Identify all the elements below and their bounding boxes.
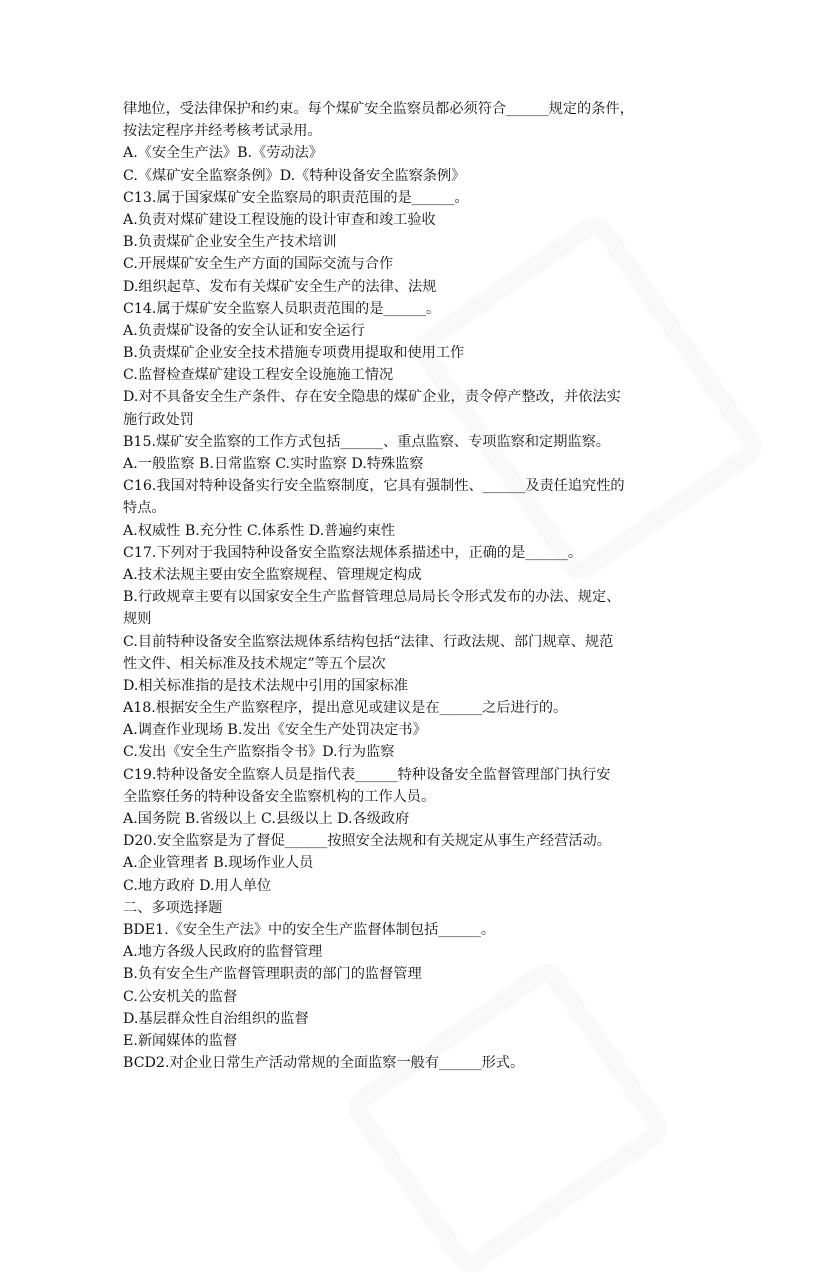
option-line: D.对不具备安全生产条件、存在安全隐患的煤矿企业，责令停产整改，并依法实 bbox=[123, 389, 621, 406]
option-line: A.负责对煤矿建设工程设施的设计审查和竣工验收 bbox=[123, 211, 436, 228]
question-line: A18.根据安全生产监察程序，提出意见或建议是在______之后进行的。 bbox=[123, 700, 568, 717]
question-line: B15.煤矿安全监察的工作方式包括______、重点监察、专项监察和定期监察。 bbox=[123, 433, 610, 450]
document-body bbox=[123, 98, 713, 1074]
question-line: C17.下列对于我国特种设备安全监察法规体系描述中，正确的是______。 bbox=[123, 544, 583, 561]
option-line: A.国务院 B.省级以上 C.县级以上 D.各级政府 bbox=[123, 811, 410, 827]
question-line: D20.安全监察是为了督促______按照安全法规和有关规定从事生产经营活动。 bbox=[123, 833, 611, 850]
option-line: E.新闻媒体的监督 bbox=[123, 1032, 238, 1049]
option-line: C.开展煤矿安全生产方面的国际交流与合作 bbox=[123, 256, 394, 273]
text-line: C.《煤矿安全监察条例》D.《特种设备安全监察条例》 bbox=[123, 167, 466, 184]
text-line: A.《安全生产法》B.《劳动法》 bbox=[123, 145, 323, 162]
option-line: A.一般监察 B.日常监察 C.实时监察 D.特殊监察 bbox=[123, 456, 424, 472]
option-line: A.企业管理者 B.现场作业人员 bbox=[123, 855, 314, 872]
option-line: 规则 bbox=[123, 611, 152, 628]
option-line: C.地方政府 D.用人单位 bbox=[123, 877, 272, 894]
option-line: C.目前特种设备安全监察法规体系结构包括“法律、行政法规、部门规章、规范 bbox=[123, 633, 614, 650]
option-line: A.技术法规主要由安全监察规程、管理规定构成 bbox=[123, 566, 422, 583]
question-line: 特点。 bbox=[123, 500, 166, 517]
option-line: B.负责煤矿企业安全技术措施专项费用提取和使用工作 bbox=[123, 345, 465, 362]
section-heading: 二、多项选择题 bbox=[123, 899, 223, 916]
option-line: C.公安机关的监督 bbox=[123, 988, 238, 1005]
option-line: A.权威性 B.充分性 C.体系性 D.普遍约束性 bbox=[123, 522, 396, 539]
option-line: D.相关标准指的是技术法规中引用的国家标准 bbox=[123, 677, 408, 694]
option-line: A.地方各级人民政府的监督管理 bbox=[123, 944, 323, 961]
option-line: D.组织起草、发布有关煤矿安全生产的法律、法规 bbox=[123, 278, 437, 295]
question-line: C19.特种设备安全监察人员是指代表______特种设备安全监督管理部门执行安 bbox=[123, 766, 611, 783]
question-line: C13.属于国家煤矿安全监察局的职责范围的是______。 bbox=[123, 189, 469, 206]
question-line: BDE1.《安全生产法》中的安全生产监督体制包括______。 bbox=[123, 921, 496, 938]
text-line: 按法定程序并经考核考试录用。 bbox=[123, 123, 322, 140]
option-line: C.监督检查煤矿建设工程安全设施施工情况 bbox=[123, 367, 394, 384]
option-line: B.负有安全生产监督管理职责的部门的监督管理 bbox=[123, 966, 422, 983]
question-line: 全监察任务的特种设备安全监察机构的工作人员。 bbox=[123, 788, 436, 805]
question-line: C14.属于煤矿安全监察人员职责范围的是______。 bbox=[123, 300, 441, 317]
option-line: A.负责煤矿设备的安全认证和安全运行 bbox=[123, 322, 365, 339]
option-line: D.基层群众性自治组织的监督 bbox=[123, 1010, 309, 1027]
option-line: A.调查作业现场 B.发出《安全生产处罚决定书》 bbox=[123, 722, 427, 739]
option-line: C.发出《安全生产监察指令书》D.行为监察 bbox=[123, 744, 395, 761]
option-line: 施行政处罚 bbox=[123, 411, 194, 428]
text-line: 律地位，受法律保护和约束。每个煤矿安全监察员都必须符合______规定的条件， bbox=[123, 101, 634, 117]
question-line: BCD2.对企业日常生产活动常规的全面监察一般有______形式。 bbox=[123, 1055, 525, 1072]
option-line: 性文件、相关标准及技术规定”等五个层次 bbox=[123, 655, 386, 672]
question-line: C16.我国对特种设备实行安全监察制度，它具有强制性、______及责任追究性的 bbox=[123, 478, 625, 495]
option-line: B.负责煤矿企业安全生产技术培训 bbox=[123, 234, 337, 251]
option-line: B.行政规章主要有以国家安全生产监督管理总局局长令形式发布的办法、规定、 bbox=[123, 589, 621, 606]
